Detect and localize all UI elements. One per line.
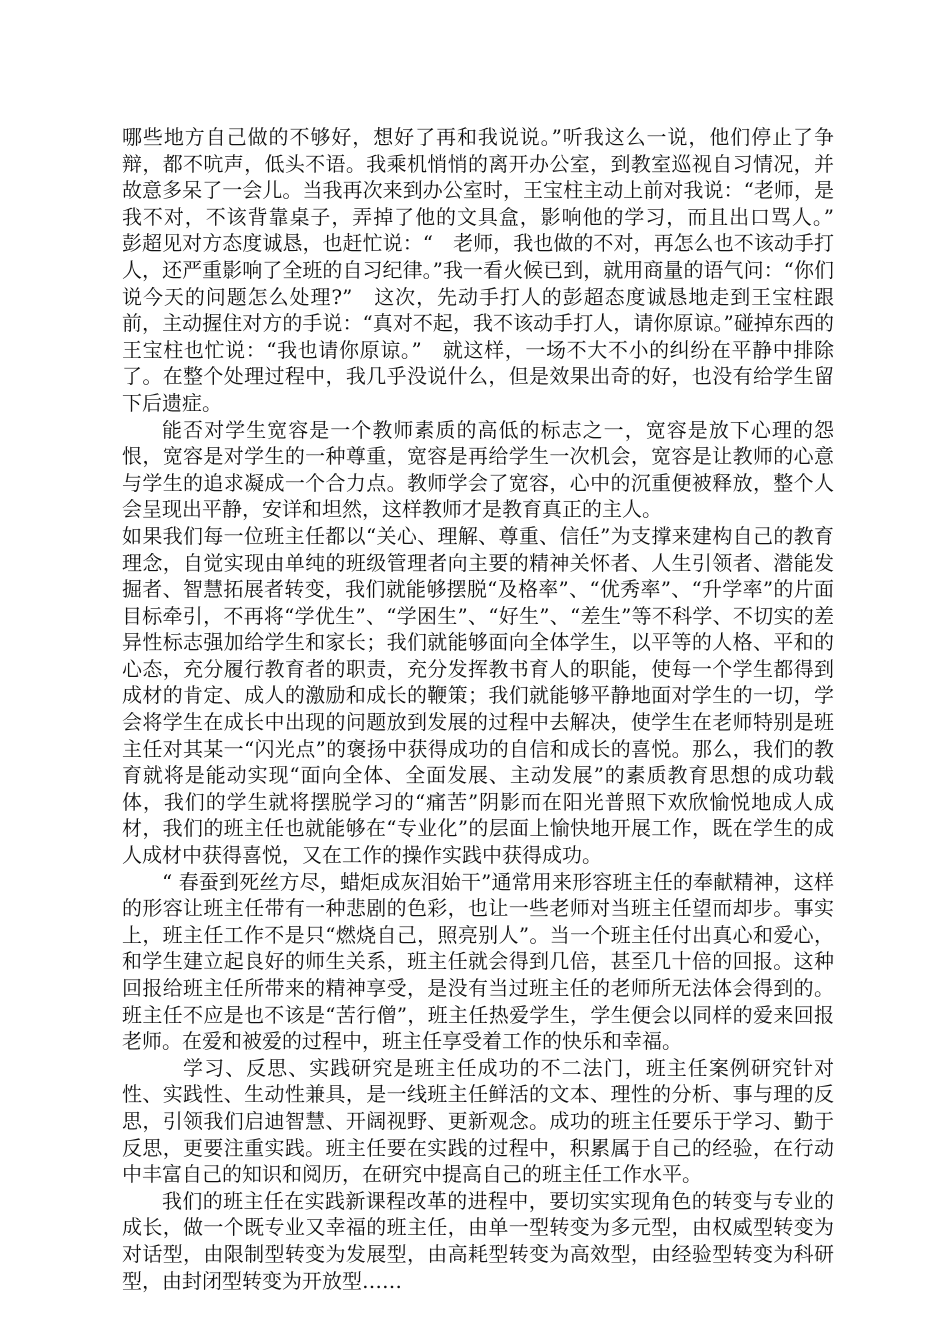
paragraph-1: 哪些地方自己做的不够好，想好了再和我说说。”听我这么一说，他们停止了争辩，都不吭声，低头不语。我乘机悄悄的离开办公室，到教室巡视自习情况，并故意多呆了一会儿。当我再次来到办公室时，王宝柱主动上前对我说：“老师，是我不对，不该背靠桌子，弄掉了他的文具盒，影响他的学习，而且出口骂人。” 彭超见对方态度诚恳，也赶忙说：“ 老师，我也做的不对，再怎么也不该动手打人，还严重影响了全班的自习纪律。”我一看火候已到，就用商量的语气问：“你们说今天的问题怎么处理?” 这次，先动手打人的彭超态度诚恳地走到王宝柱跟前，主动握住对方的手说：“真对不起，我不该动手打人，请你原谅。”碰掉东西的王宝柱也忙说：“我也请你原谅。” 就这样，一场不大不小的纠纷在平静中排除了。在整个处理过程中，我几乎没说什么，但是效果出奇的好，也没有给学生留下后遗症。 bbox=[122, 125, 854, 415]
paragraph-5: 学习、反思、实践研究是班主任成功的不二法门，班主任案例研究针对性、实践性、生动性兼具，是一线班主任鲜活的文本、理性的分析、事与理的反思，引领我们启迪智慧、开阔视野、更新观念。成功的班主任要乐于学习、勤于反思，更要注重实践。班主任要在实践的过程中，积累属于自己的经验，在行动中丰富自己的知识和阅历，在研究中提高自己的班主任工作水平。 bbox=[122, 1055, 834, 1187]
paragraph-6: 我们的班主任在实践新课程改革的进程中，要切实实现角色的转变与专业的成长，做一个既专业又幸福的班主任，由单一型转变为多元型，由权威型转变为对话型，由限制型转变为发展型，由高耗型转变为高效型，由经验型转变为科研型，由封闭型转变为开放型…… bbox=[122, 1188, 834, 1293]
paragraph-4: “ 春蚕到死丝方尽，蜡炬成灰泪始干”通常用来形容班主任的奉献精神，这样的形容让班主任带有一种悲剧的色彩，也让一些老师对当班主任望而却步。事实上，班主任工作不是只“燃烧自己，照亮别人”。当一个班主任付出真心和爱心，和学生建立起良好的师生关系，班主任就会得到几倍，甚至几十倍的回报。这种回报给班主任所带来的精神享受，是没有当过班主任的老师所无法体会得到的。班主任不应是也不该是“苦行僧”，班主任热爱学生，学生便会以同样的爱来回报老师。在爱和被爱的过程中，班主任享受着工作的快乐和幸福。 bbox=[122, 869, 834, 1054]
paragraph-3: 如果我们每一位班主任都以“关心、理解、尊重、信任”为支撑来建构自己的教育理念，自觉实现由单纯的班级管理者向主要的精神关怀者、人生引领者、潜能发掘者、智慧拓展者转变，我们就能够摆脱“及格率”、“优秀率”、“升学率”的片面目标牵引，不再将“学优生”、“学困生”、“好生”、“差生”等不科学、不切实的差异性标志强加给学生和家长；我们就能够面向全体学生，以平等的人格、平和的心态，充分履行教育者的职责，充分发挥教书育人的职能，使每一个学生都得到成材的肯定、成人的激励和成长的鞭策；我们就能够平静地面对学生的一切，学会将学生在成长中出现的问题放到发展的过程中去解决，使学生在老师特别是班主任对其某一“闪光点”的褒扬中获得成功的自信和成长的喜悦。那么，我们的教育就将是能动实现“面向全体、全面发展、主动发展”的素质教育思想的成功载体，我们的学生就将摆脱学习的“痛苦”阴影而在阳光普照下欢欣愉悦地成人成材，我们的班主任也就能够在“专业化”的层面上愉快地开展工作，既在学生的成人成材中获得喜悦，又在工作的操作实践中获得成功。 bbox=[122, 523, 834, 868]
document-page bbox=[122, 124, 854, 1294]
paragraph-2: 能否对学生宽容是一个教师素质的高低的标志之一，宽容是放下心理的怨恨，宽容是对学生的一种尊重，宽容是再给学生一次机会，宽容是让教师的心意与学生的追求凝成一个合力点。教师学会了宽容，心中的沉重便被释放，整个人会呈现出平静，安详和坦然，这样教师才是教育真正的主人。 bbox=[122, 417, 834, 522]
